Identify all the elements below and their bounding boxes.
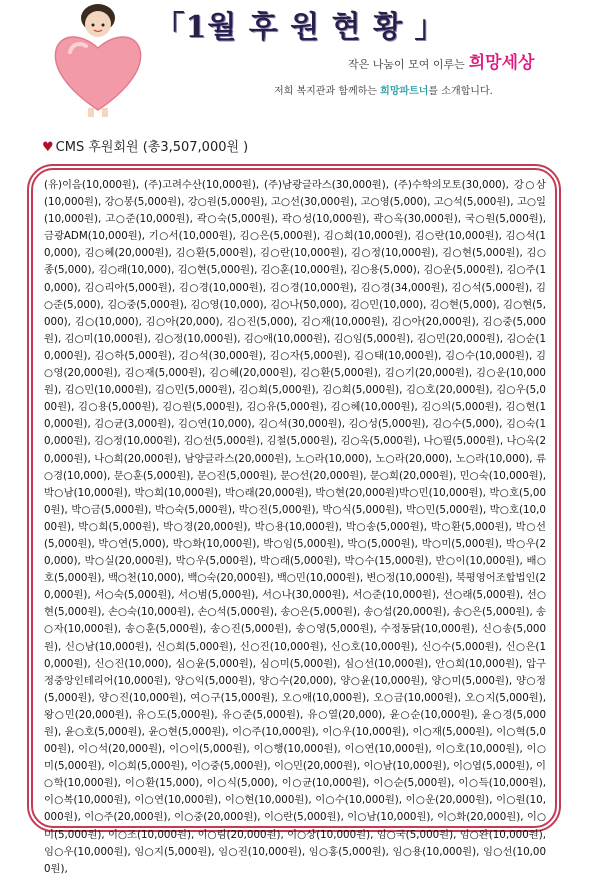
section-heading [42, 136, 248, 155]
page-title: 「1월 후 원 현 황 」 [154, 10, 446, 45]
heart-mascot-illustration [48, 2, 148, 120]
heart-bullet-icon: ♥ [42, 140, 54, 155]
partner-intro-suffix: 를 소개합니다. [428, 86, 493, 97]
section-heading-text: CMS 후원회원 (총3,507,000원 ) [55, 140, 249, 155]
partner-intro-prefix: 저희 복지관과 함께하는 [274, 86, 377, 97]
tagline-text: 작은 나눔이 모여 이루는 [348, 58, 465, 71]
tagline-highlight: 희망세상 [468, 53, 535, 73]
partner-intro [274, 82, 493, 97]
tagline [348, 48, 534, 73]
partner-intro-highlight: 희망파트너 [380, 86, 429, 97]
donor-list-text: (유)이음(10,000원), (주)고려수산(10,000원), (주)남광글라스(30,000원), (주)수학의모토(30,000), 강○삼(10,000원), 강○봉(5,000원), 강○원(5,000원), 고○선(30,000원), 고○영(5,000), 고○석(5,000원), 고○일(10,000원), 고○준(10,000원), 곽○숙(5,000원), 곽○성(10,000원), 곽○옥(30,000원), 국○원(5,000원), 금광ADM(10,000원), 기○서(10,000원), 김○은(5,000원), 김○희(10,000원), 김○란(10,000원), 김○석(10,000), 김○혜(20,000원), 김○환(5,000원), 김○란(10,000원), 김○정(10,000원), 김○현(5,000원), 김○종(5,000), 김○래(10,000), 김○현(5,000원), 김○훈(10,000원), 김○용(5,000), 김○운(5,000원), 김○주(10,000), 김○리아(5,000원), 김○경(10,000원), 김○경(10,000원), 김○경(34,000원), 김○석(5,000원), 김○준(5,000), 김○중(5,000원), 김○영(10,000), 김○나(50,000), 김○민(10,000), 김○현(5,000), 김○현(5,000), 김○(10,000), 김○아(20,000), 김○진(5,000), 김○재(10,000원), 김○아(20,000원), 김○중(5,000원), 김○미(10,000원), 김○정(10,000원), 김○애(10,000원), 김○임(5,000원), 김○민(20,000원), 김○순(10,000원), 김○하(5,000원), 김○석(30,000원), 김○자(5,000원), 김○태(10,000원), 김○수(10,000원), 김○영(20,000원), 김○재(5,000원), 김○혜(20,000원), 김○환(5,000원), 김○기(20,000원), 김○운(10,000원), 김○민(10,000원), 김○민(5,000원), 김○희(5,000원), 김○희(5,000원), 김○호(20,000원), 김○우(5,000원), 김○용(5,000원), 김○원(5,000원), 김○유(5,000원), 김○혜(10,000원), 김○의(5,000원), 김○현(10,000원), 김○균(3,000원), 김○연(10,000), 김○석(30,000원), 김○성(5,000원), 김○수(5,000), 김○숙(10,000원), 김○정(10,000원), 김○선(5,000원), 김철(5,000원), 김○옥(5,000원), 나○필(5,000원), 나○옥(20,000원), 나○희(20,000원), 남양글라스(20,000원), 노○라(10,000), 노○라(20,000), 노○라(10,000), 류○경(10,000), 문○훈(5,000원), 문○진(5,000원), 문○선(20,000원), 문○희(20,000원), 민○숙(10,000원), 박○남(10,000원), 박○희(10,000원), 박○래(20,000원), 박○현(20,000원)박○민(10,000원), 박○호(5,000원), 박○금(5,000원), 박○숙(5,000원), 박○진(5,000원), 박○식(5,000원), 박○민(5,000원), 박○호(10,000원), 박○희(5,000원), 박○경(20,000원), 박○용(10,000원), 박○송(5,000원), 박○환(5,000원), 박○선(5,000원), 박○연(5,000), 박○화(10,000원), 박○임(5,000원), 박○(5,000원), 박○미(5,000원), 박○우(20,000), 박○실(20,000원), 박○우(5,000원), 박○래(5,000원), 박○수(15,000원), 반○이(10,000원), 배○호(5,000원), 백○천(10,000), 백○숙(20,000원), 백○민(10,000원), 변○정(10,000원), 북평영어조합법인(20,000원), 서○숙(5,000원), 서○범(5,000원), 서○나(30,000원), 서○준(10,000원), 선○래(5,000원), 선○현(5,000원), 손○숙(10,000원), 손○석(5,000원), 송○은(5,000원), 송○섭(20,000원), 송○은(5,000원), 송○자(10,000원), 송○훈(5,000원), 송○진(5,000원), 송○영(5,000원), 수정동닭(10,000원), 신○송(5,000원), 신○남(10,000원), 신○희(5,000원), 신○진(10,000원), 신○호(10,000원), 신○수(5,000원), 신○은(10,000원), 신○진(10,000), 심○윤(5,000원), 심○미(5,000원), 심○선(10,000원), 안○희(10,000원), 압구정중앙인테리어(10,000원), 양○익(5,000원), 양○수(20,000), 양○윤(10,000원), 양○미(5,000원), 양○정(5,000원), 양○진(10,000원), 여○구(15,000원), 오○애(10,000원), 오○금(10,000원), 오○지(5,000원), 왕○민(20,000원), 유○도(5,000원), 유○준(5,000원), 유○열(20,000), 윤○순(10,000원), 윤○경(5,000원), 윤○호(5,000원), 윤○현(5,000원), 이○주(10,000원), 이○우(10,000원), 이○재(5,000원), 이○혁(5,000원), 이○석(20,000원), 이○이(5,000원), 이○행(10,000원), 이○연(10,000원), 이○호(10,000원), 이○미(5,000원), 이○희(5,000원), 이○중(5,000원), 이○민(20,000원), 이○남(10,000원), 이○엽(5,000원), 이○학(10,000원), 이○환(15,000), 이○식(5,000), 이○균(10,000원), 이○순(5,000원), 이○득(10,000원), 이○복(10,000원), 이○연(10,000원), 이○현(10,000원), 이○수(10,000원), 이○운(20,000원), 이○원(10,000원), 이○주(20,000원), 이○중(20,000원), 이○란(5,000원), 이○남(10,000원), 이○화(20,000원), 이○미(5,000원), 이○조(10,000원), 이○림(20,000원), 이○상(10,000원), 임○국(5,000원), 임○완(10,000원), 임○우(10,000원), 임○지(5,000원), 임○진(10,000원), 임○홍(5,000원), 임○용(10,000원), 임○선(10,000원), [44, 179, 546, 875]
